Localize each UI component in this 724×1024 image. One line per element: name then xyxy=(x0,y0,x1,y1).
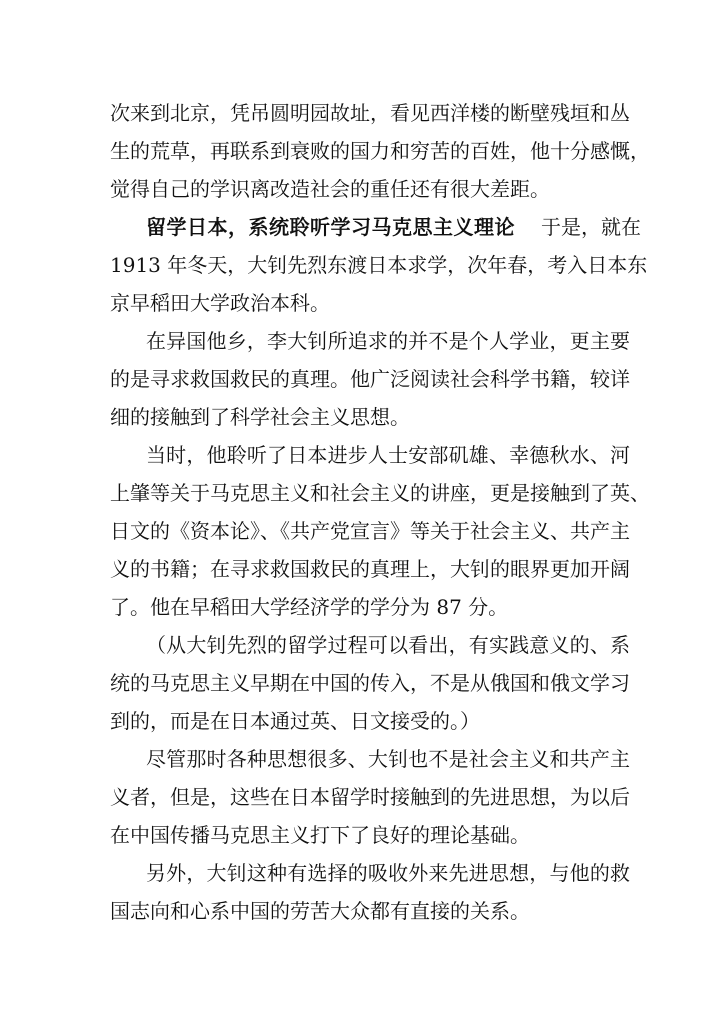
document-page xyxy=(110,94,650,930)
paragraph-3 xyxy=(110,322,630,436)
text-line xyxy=(110,208,641,246)
text-line: 统的马克思主义早期在中国的传入，不是从俄国和俄文学习 xyxy=(110,671,630,695)
paragraph-study-in-japan xyxy=(110,208,648,322)
text-line: 觉得自己的学识离改造社会的重任还有很大差距。 xyxy=(110,177,550,201)
paragraph-1 xyxy=(110,94,650,208)
text-line: （从大钊先烈的留学过程可以看出，有实践意义的、系 xyxy=(146,633,630,657)
text-line: 的是寻求救国救民的真理。他广泛阅读社会科学书籍，较详 xyxy=(110,367,630,391)
paragraph-6 xyxy=(110,740,630,854)
paragraph-4 xyxy=(110,436,650,626)
text-line: 在中国传播马克思主义打下了良好的理论基础。 xyxy=(110,823,530,847)
text-line: 细的接触到了科学社会主义思想。 xyxy=(110,405,410,429)
text-line: 了。他在早稻田大学经济学的学分为 87 分。 xyxy=(110,595,509,619)
text-line: 义者，但是，这些在日本留学时接触到的先进思想，为以后 xyxy=(110,785,630,809)
section-heading: 留学日本，系统聆听学习马克思主义理论 xyxy=(146,215,515,239)
text-line: 尽管那时各种思想很多、大钊也不是社会主义和共产主 xyxy=(146,747,630,771)
text-line: 京早稻田大学政治本科。 xyxy=(110,291,330,315)
text-line: 在异国他乡，李大钊所追求的并不是个人学业，更主要 xyxy=(146,329,630,353)
paragraph-5 xyxy=(110,626,630,740)
text-span: 于是，就在 xyxy=(541,215,641,239)
text-line: 到的，而是在日本通过英、日文接受的。） xyxy=(110,709,480,733)
paragraph-7 xyxy=(110,854,630,930)
text-line: 另外，大钊这种有选择的吸收外来先进思想，与他的救 xyxy=(146,861,630,885)
text-line: 1913 年冬天，大钊先烈东渡日本求学，次年春，考入日本东 xyxy=(110,253,648,277)
text-line: 生的荒草，再联系到衰败的国力和穷苦的百姓，他十分感慨， xyxy=(110,139,650,163)
text-line: 国志向和心系中国的劳苦大众都有直接的关系。 xyxy=(110,899,530,923)
text-line: 次来到北京，凭吊圆明园故址，看见西洋楼的断壁残垣和丛 xyxy=(110,101,630,125)
text-line: 日文的《资本论》、《共产党宣言》等关于社会主义、共产主 xyxy=(110,519,630,543)
text-line: 上肇等关于马克思主义和社会主义的讲座，更是接触到了英、 xyxy=(110,481,650,505)
text-line: 当时，他聆听了日本进步人士安部矶雄、幸德秋水、河 xyxy=(146,443,630,467)
text-line: 义的书籍；在寻求救国救民的真理上，大钊的眼界更加开阔 xyxy=(110,557,630,581)
